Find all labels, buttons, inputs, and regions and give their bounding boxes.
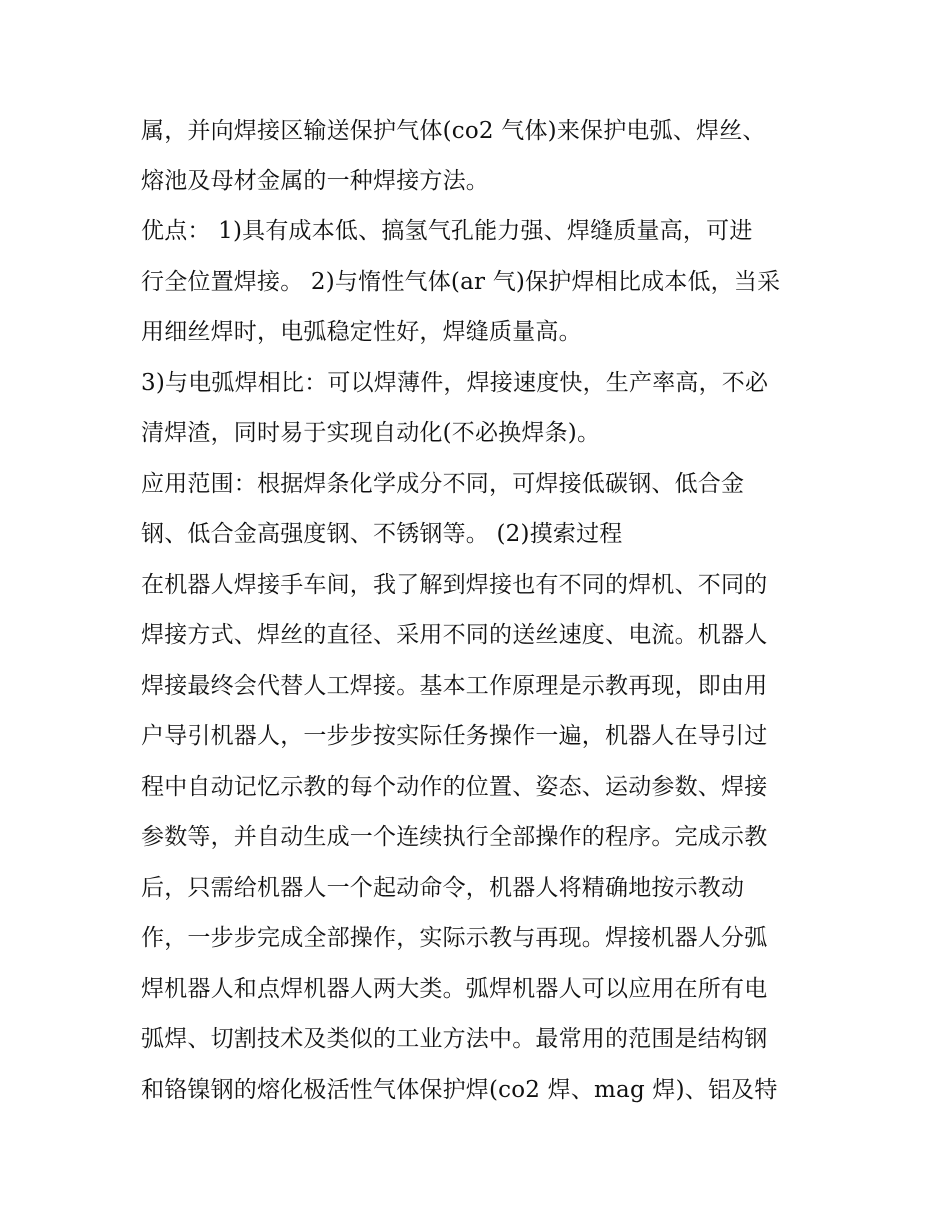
text-line: 钢、低合金高强度钢、不锈钢等。 (2)摸索过程 (141, 521, 623, 547)
text-line: 作，一步步完成全部操作，实际示教与再现。焊接机器人分弧 (141, 925, 768, 951)
text-line: 后，只需给机器人一个起动命令，机器人将精确地按示教动 (141, 875, 745, 901)
text-line: 属，并向焊接区输送保护气体(co2 气体)来保护电弧、焊丝、 (141, 118, 766, 144)
text-line: 弧焊、切割技术及类似的工业方法中。最常用的范围是结构钢 (141, 1026, 768, 1052)
text-line: 熔池及母材金属的一种焊接方法。 (141, 168, 489, 194)
text-line: 3)与电弧焊相比：可以焊薄件，焊接速度快，生产率高，不必 (141, 370, 769, 396)
text-line: 焊接方式、焊丝的直径、采用不同的送丝速度、电流。机器人 (141, 622, 768, 648)
text-line: 焊机器人和点焊机器人两大类。弧焊机器人可以应用在所有电 (141, 976, 768, 1002)
text-line: 应用范围：根据焊条化学成分不同，可焊接低碳钢、低合金 (141, 471, 745, 497)
text-line: 参数等，并自动生成一个连续执行全部操作的程序。完成示教 (141, 824, 768, 850)
text-line: 用细丝焊时，电弧稳定性好，焊缝质量高。 (141, 319, 582, 345)
text-line: 户导引机器人，一步步按实际任务操作一遍，机器人在导引过 (141, 723, 768, 749)
text-line: 在机器人焊接手车间，我了解到焊接也有不同的焊机、不同的 (141, 572, 768, 598)
text-line: 清焊渣，同时易于实现自动化(不必换焊条)。 (141, 420, 601, 446)
text-line: 行全位置焊接。 2)与惰性气体(ar 气)保护焊相比成本低，当采 (141, 269, 781, 295)
text-line: 优点： 1)具有成本低、搞氢气孔能力强、焊缝质量高，可进 (141, 218, 753, 244)
text-line: 焊接最终会代替人工焊接。基本工作原理是示教再现，即由用 (141, 673, 768, 699)
text-line: 和铬镍钢的熔化极活性气体保护焊(co2 焊、mag 焊)、铝及特 (141, 1077, 778, 1103)
text-line: 程中自动记忆示教的每个动作的位置、姿态、运动参数、焊接 (141, 774, 768, 800)
